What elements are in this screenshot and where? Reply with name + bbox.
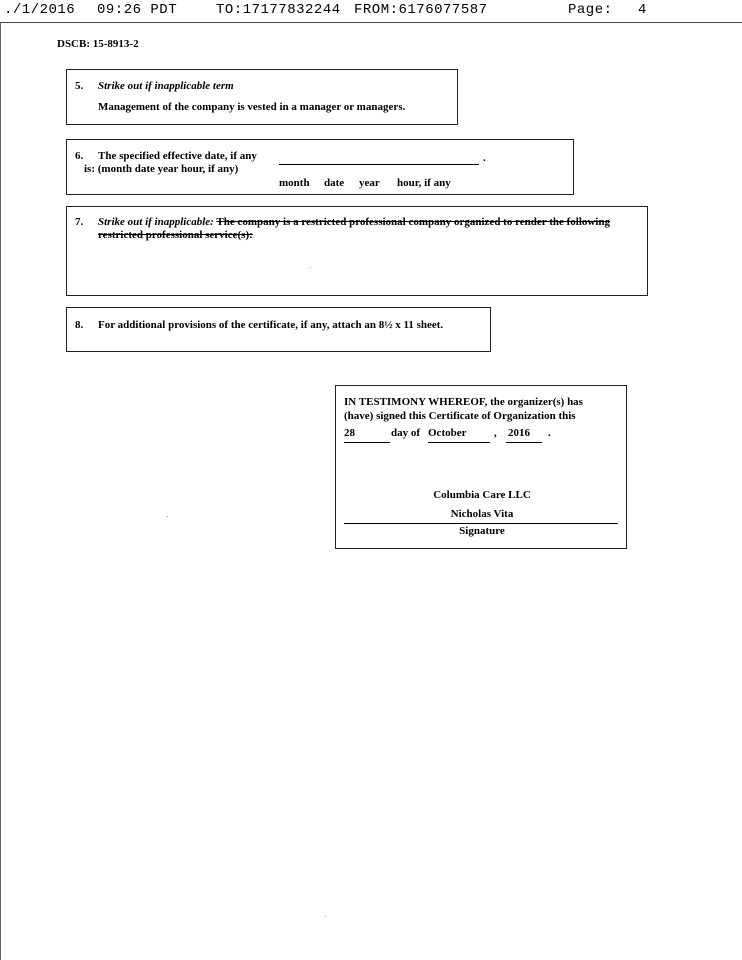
scan-speck bbox=[310, 267, 311, 268]
section-7-struck-text-1: The company is a restricted professional company organized to render the following bbox=[216, 216, 611, 228]
testimony-day-of: day of bbox=[391, 427, 421, 439]
testimony-line1: IN TESTIMONY WHEREOF, the organizer(s) has bbox=[344, 396, 583, 408]
section-5-number: 5. bbox=[75, 80, 84, 92]
page-left-edge bbox=[0, 22, 1, 960]
scan-speck bbox=[325, 916, 326, 917]
testimony-day-value: 28 bbox=[344, 427, 355, 439]
signature-line bbox=[344, 523, 618, 524]
day-underline bbox=[344, 442, 390, 443]
label-date: date bbox=[324, 177, 345, 189]
testimony-comma: , bbox=[494, 427, 497, 439]
label-month: month bbox=[279, 177, 310, 189]
section-7-box bbox=[66, 206, 648, 296]
section-6-line1: The specified effective date, if any bbox=[98, 150, 257, 162]
testimony-period: . bbox=[548, 427, 551, 439]
fax-page-label: Page: bbox=[568, 2, 613, 18]
label-hour: hour, if any bbox=[397, 177, 451, 189]
document-id: DSCB: 15-8913-2 bbox=[57, 38, 139, 50]
fax-date: ./1/2016 bbox=[4, 2, 76, 18]
section-5-text: Management of the company is vested in a manager or managers. bbox=[98, 101, 406, 113]
fax-time: 09:26 PDT bbox=[97, 2, 178, 18]
section-8-box bbox=[66, 307, 491, 352]
scan-speck bbox=[167, 516, 168, 517]
section-5-box bbox=[66, 69, 458, 125]
label-year: year bbox=[359, 177, 380, 189]
section-5-instruction: Strike out if inapplicable term bbox=[98, 80, 234, 92]
fax-page-number: 4 bbox=[638, 2, 647, 18]
section-7-instruction: Strike out if inapplicable: bbox=[98, 216, 214, 228]
signature-label: Signature bbox=[459, 525, 505, 537]
section-6-line2: is: (month date year hour, if any) bbox=[84, 163, 239, 175]
section-6-number: 6. bbox=[75, 150, 84, 162]
testimony-year-value: 2016 bbox=[508, 427, 530, 439]
section-8-text: For additional provisions of the certificate, if any, attach an 8½ x 11 sheet. bbox=[98, 319, 444, 331]
section-7-struck-text-2: restricted professional service(s): bbox=[98, 229, 253, 241]
fax-from: FROM:6176077587 bbox=[354, 2, 488, 18]
signer-company: Columbia Care LLC bbox=[433, 489, 531, 501]
year-underline bbox=[506, 442, 542, 443]
month-underline bbox=[428, 442, 490, 443]
section-6-box bbox=[66, 139, 574, 195]
fax-header bbox=[4, 2, 742, 22]
section-7-line1 bbox=[98, 216, 610, 228]
testimony-line2: (have) signed this Certificate of Organization this bbox=[344, 410, 576, 422]
fax-to: TO:17177832244 bbox=[216, 2, 341, 18]
signer-name: Nicholas Vita bbox=[450, 508, 514, 520]
effective-date-period: . bbox=[483, 152, 486, 164]
section-8-number: 8. bbox=[75, 319, 84, 331]
testimony-month-value: October bbox=[428, 427, 467, 439]
effective-date-line bbox=[279, 164, 479, 165]
page-top-edge bbox=[0, 22, 742, 23]
section-7-number: 7. bbox=[75, 216, 84, 228]
testimony-box bbox=[335, 385, 627, 549]
